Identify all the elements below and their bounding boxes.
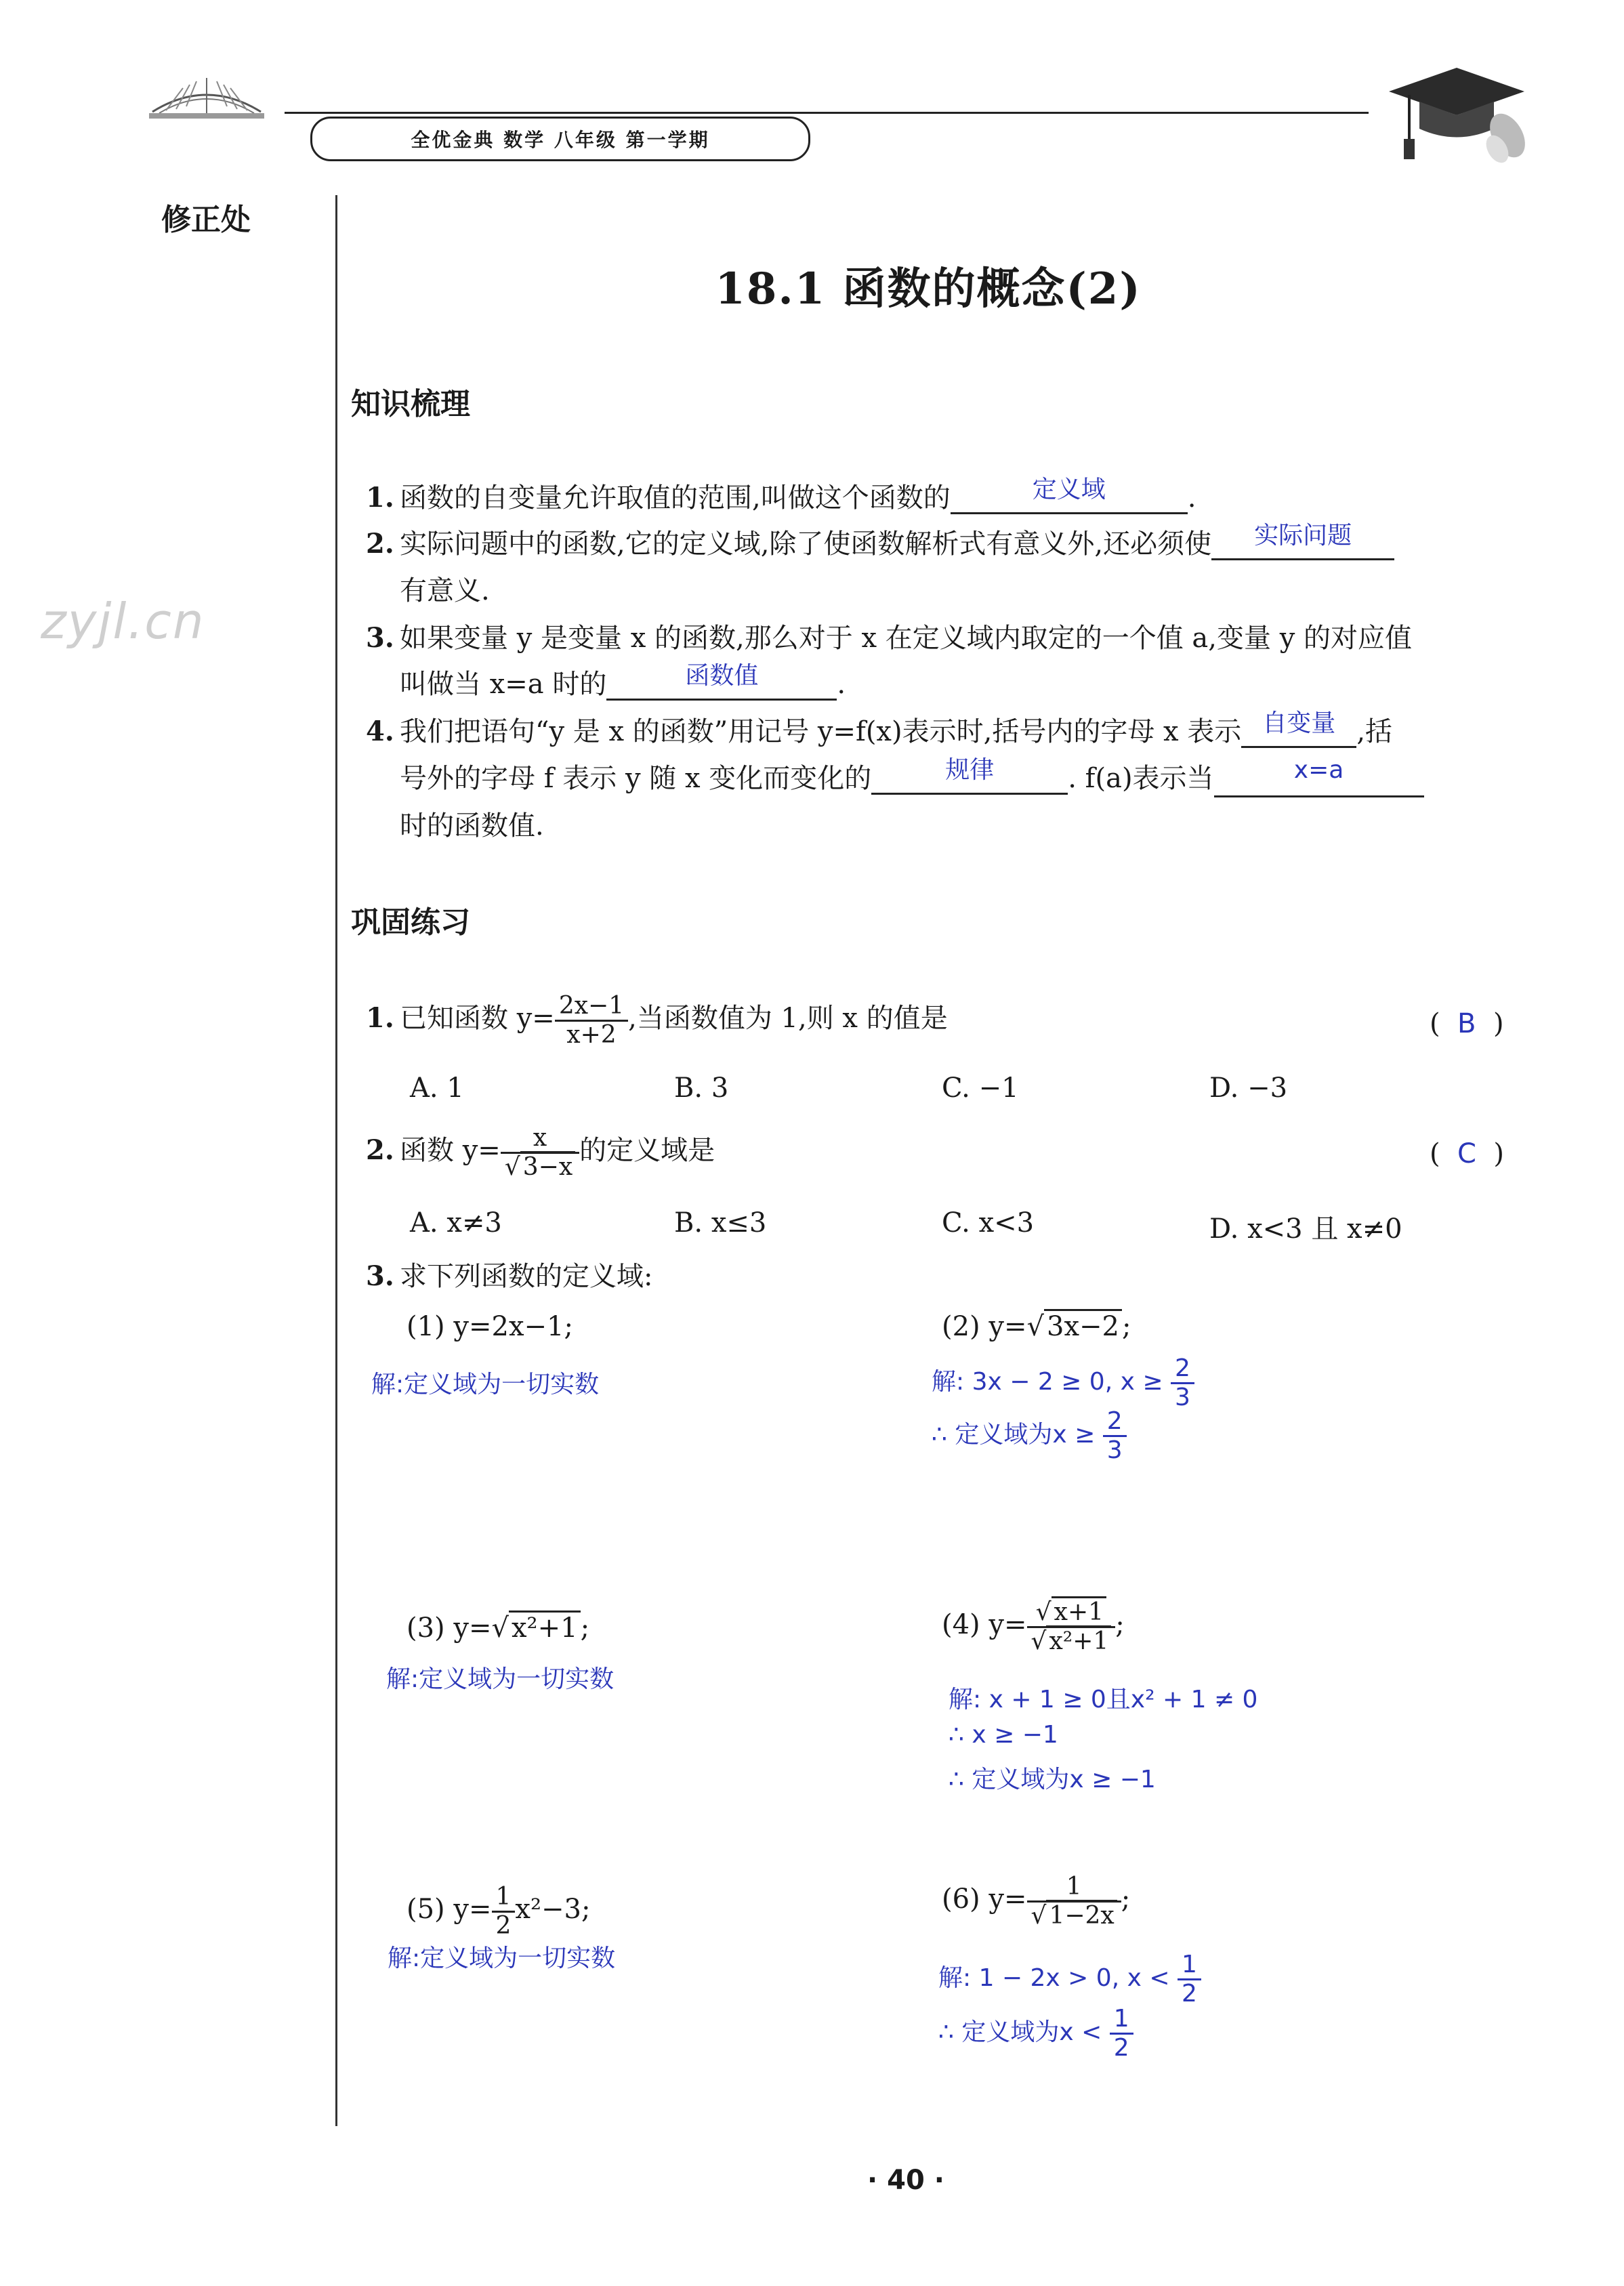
book-title-label: 全优金典 数学 八年级 第一学期 xyxy=(310,117,810,161)
books-icon xyxy=(146,64,268,122)
knowledge-item-4: 4. 我们把语句“y 是 x 的函数”用记号 y=f(x)表示时,括号内的字母 x 表示 自变量 ,括 xyxy=(366,709,1393,747)
solution-4-line-1: 解: x + 1 ≥ 0且x² + 1 ≠ 0 xyxy=(949,1686,1258,1713)
answer-blank: x=a xyxy=(1214,763,1424,797)
graduation-cap-icon xyxy=(1382,58,1538,166)
subproblem-1: (1) y=2x−1; xyxy=(407,1311,573,1342)
margin-divider xyxy=(335,195,337,2126)
watermark: zyjl.cn xyxy=(41,593,205,650)
knowledge-item-2-cont: 有意义. xyxy=(400,575,490,606)
answer-blank: 自变量 xyxy=(1241,713,1356,748)
solution-2-line-2: ∴ 定义域为x ≥ $\frac{2}{3}$ xyxy=(932,1408,1127,1463)
solution-4-line-3: ∴ 定义域为x ≥ −1 xyxy=(949,1766,1156,1793)
answer-blank: 函数值 xyxy=(606,666,837,701)
solution-4-line-2: ∴ x ≥ −1 xyxy=(949,1721,1058,1749)
correction-label: 修正处 xyxy=(161,203,251,237)
fraction: $\frac{2}{3}$ xyxy=(1103,1408,1127,1463)
question-2: 2. 函数 y= $\frac{x}{√ 3-x}$ 的定义域是 xyxy=(366,1124,715,1181)
section-heading-practice: 巩固练习 xyxy=(351,905,470,940)
header-rule xyxy=(285,112,1369,114)
knowledge-item-3: 3. 如果变量 y 是变量 x 的函数,那么对于 x 在定义域内取定的一个值 a,变量 y 的对应值 xyxy=(366,622,1413,654)
option-a: A. 1 xyxy=(410,1073,464,1104)
solution-2-line-1: 解: 3x − 2 ≥ 0, x ≥ $\frac{2}{3}$ xyxy=(932,1355,1194,1411)
solution-5: 解:定义域为一切实数 xyxy=(388,1945,616,1972)
fraction: $\frac{1}{√ 1-2x}$ xyxy=(1027,1873,1121,1929)
answer-blank: 定义域 xyxy=(951,480,1188,514)
option-d: D. −3 xyxy=(1209,1073,1288,1104)
solution-1: 解:定义域为一切实数 xyxy=(371,1371,600,1398)
question-3: 3. 求下列函数的定义域: xyxy=(366,1260,653,1292)
subproblem-4: (4) y= $\frac{√ x+1}{\text{√ x²+1}}$ ; xyxy=(942,1599,1125,1655)
section-heading-knowledge: 知识梳理 xyxy=(351,387,470,421)
subproblem-2: (2) y=√ 3x−2 ; xyxy=(942,1311,1131,1342)
solution-6-line-2: ∴ 定义域为x < $\frac{1}{2}$ xyxy=(938,2006,1133,2061)
subproblem-3: (3) y=√ x²+1 ; xyxy=(407,1613,589,1644)
knowledge-item-3-cont: 叫做当 x=a 时的 函数值 . xyxy=(400,662,846,700)
fraction: $\frac{1}{2}$ xyxy=(1110,2006,1133,2061)
fraction: $\frac{2x-1}{x+2}$ xyxy=(555,993,628,1048)
answer-blank: 规律 xyxy=(871,760,1068,795)
option-b: B. 3 xyxy=(674,1073,729,1104)
knowledge-item-4-cont: 号外的字母 f 表示 y 随 x 变化而变化的 规律 . f(a)表示当 x=a xyxy=(400,757,1424,797)
fraction: $\frac{x}{√ 3-x}$ xyxy=(501,1125,579,1180)
option-c: C. x<3 xyxy=(942,1207,1035,1239)
answer-bracket-1: ( B ) xyxy=(1430,1008,1504,1039)
question-1: 1. 已知函数 y= $\frac{2x-1}{x+2}$ ,当函数值为 1,则 x 的值是 xyxy=(366,992,948,1049)
fraction: $\frac{√ x+1}{\text{√ x²+1}}$ xyxy=(1027,1599,1116,1655)
fraction: $\frac{1}{2}$ xyxy=(1178,1951,1201,2007)
option-d: D. x<3 且 x≠0 xyxy=(1209,1213,1402,1245)
knowledge-item-4-end: 时的函数值. xyxy=(400,810,544,841)
page-number: · 40 · xyxy=(867,2165,944,2196)
option-a: A. x≠3 xyxy=(410,1207,502,1239)
answer-blank: 实际问题 xyxy=(1211,526,1394,560)
subproblem-6: (6) y= $\frac{1}{√ 1-2x}$ ; xyxy=(942,1873,1131,1930)
knowledge-item-2: 2. 实际问题中的函数,它的定义域,除了使函数解析式有意义外,还必须使 实际问题 xyxy=(366,522,1394,561)
answer-bracket-2: ( C ) xyxy=(1430,1138,1505,1169)
knowledge-item-1: 1. 函数的自变量允许取值的范围,叫做这个函数的 定义域 . xyxy=(366,476,1196,514)
page-title: 18.1 函数的概念(2) xyxy=(715,264,1142,314)
fraction: $\frac{2}{3}$ xyxy=(1171,1355,1194,1411)
subproblem-5: (5) y= $\frac{1}{2}$ x²−3; xyxy=(407,1883,591,1940)
option-c: C. −1 xyxy=(942,1073,1019,1104)
solution-6-line-1: 解: 1 − 2x > 0, x < $\frac{1}{2}$ xyxy=(938,1951,1201,2007)
option-b: B. x≤3 xyxy=(674,1207,767,1239)
fraction: $\frac{1}{2}$ xyxy=(492,1884,516,1939)
solution-3: 解:定义域为一切实数 xyxy=(386,1665,615,1693)
